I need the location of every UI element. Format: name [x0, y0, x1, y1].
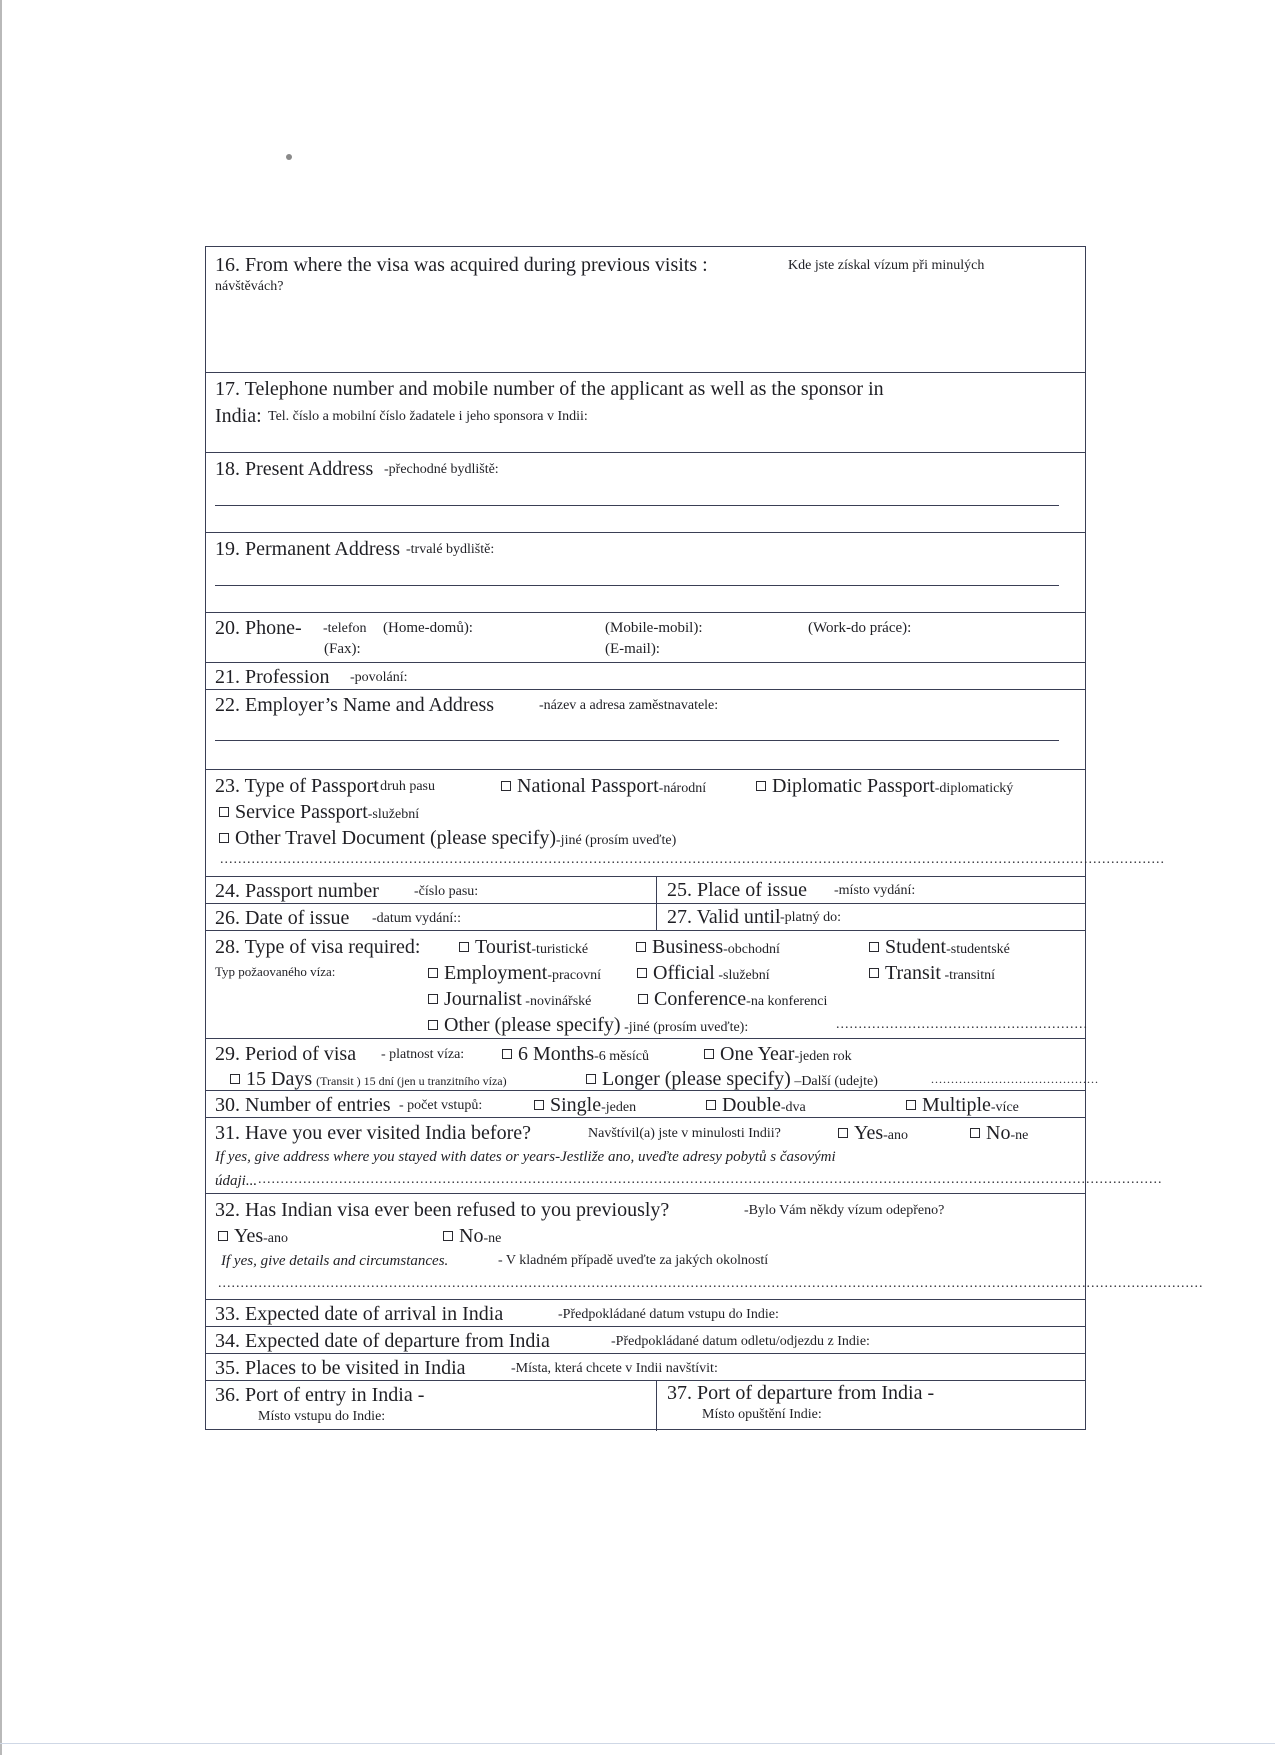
- q22-row: [206, 690, 1085, 770]
- q19-answer-line[interactable]: [215, 585, 1059, 586]
- q37-czech: Místo opuštění Indie:: [702, 1407, 822, 1422]
- q28-other-dotted-line[interactable]: ........................................................: [836, 1017, 1088, 1032]
- q30-option-double[interactable]: Double-dva: [706, 1095, 806, 1115]
- q36-cell: [206, 1381, 656, 1431]
- checkbox-icon[interactable]: [756, 781, 766, 791]
- q31-option-yes[interactable]: Yes-ano: [838, 1123, 908, 1143]
- q20-row: [206, 613, 1085, 663]
- q29-option-one-year[interactable]: One Year-jeden rok: [704, 1044, 852, 1064]
- q29-czech: - platnost víza:: [381, 1047, 465, 1062]
- q31-dotted-answer-line[interactable]: .........................................................................................................................................................................................................: [258, 1172, 1163, 1187]
- q25-czech: -místo vydání:: [834, 883, 916, 898]
- q23-row: [206, 770, 1165, 877]
- q23-label: 23. Type of Passport: [215, 775, 379, 797]
- q21-czech: -povolání:: [350, 670, 408, 685]
- q29-option-fifteen-days[interactable]: 15 Days (Transit ) 15 dní (jen u tranzitního víza): [230, 1069, 507, 1089]
- q16-row: [206, 247, 1085, 373]
- q16-label: 16. From where the visa was acquired during previous visits :: [215, 254, 708, 276]
- q30-czech: - počet vstupů:: [399, 1098, 483, 1113]
- q28-row: [206, 931, 1088, 1039]
- q28-option-official[interactable]: Official -služební: [637, 963, 770, 983]
- q27-czech: -platný do:: [780, 910, 842, 925]
- q17-czech: Tel. číslo a mobilní číslo žadatele i jeho sponsora v Indii:: [268, 409, 588, 424]
- q17-label-2: India:: [215, 405, 262, 427]
- q20-fax: (Fax):: [324, 641, 361, 657]
- q18-label: 18. Present Address: [215, 458, 374, 480]
- checkbox-icon[interactable]: [706, 1100, 716, 1110]
- checkbox-icon[interactable]: [502, 1049, 512, 1059]
- q16-czech-2: návštěvách?: [215, 279, 284, 294]
- checkbox-icon[interactable]: [638, 994, 648, 1004]
- checkbox-icon[interactable]: [586, 1074, 596, 1084]
- checkbox-icon[interactable]: [428, 968, 438, 978]
- q26-q27-row: [206, 904, 1085, 931]
- q20-email: (E-mail):: [605, 641, 660, 657]
- checkbox-icon[interactable]: [970, 1128, 980, 1138]
- q28-option-journalist[interactable]: Journalist -novinářské: [428, 989, 591, 1009]
- q31-option-no[interactable]: No-ne: [970, 1123, 1028, 1143]
- q19-row: [206, 533, 1085, 613]
- q23-option-service[interactable]: Service Passport-služební: [219, 802, 419, 822]
- q21-row: [206, 663, 1085, 690]
- q28-option-business[interactable]: Business-obchodní: [636, 937, 780, 957]
- q32-note-czech: - V kladném případě uveďte za jakých okolností: [498, 1253, 769, 1268]
- visa-application-form: [205, 246, 1204, 1430]
- q32-label: 32. Has Indian visa ever been refused to you previously?: [215, 1199, 670, 1221]
- checkbox-icon[interactable]: [636, 942, 646, 952]
- q32-row: [206, 1194, 1204, 1300]
- q23-option-diplomatic[interactable]: Diplomatic Passport-diplomatický: [756, 776, 1013, 796]
- q31-row: [206, 1118, 1163, 1194]
- q18-czech: -přechodné bydliště:: [384, 462, 499, 477]
- q27-label: 27. Valid until: [667, 906, 781, 928]
- checkbox-icon[interactable]: [230, 1074, 240, 1084]
- checkbox-icon[interactable]: [869, 942, 879, 952]
- q30-row: [206, 1091, 1085, 1118]
- q28-label: 28. Type of visa required:: [215, 936, 421, 958]
- checkbox-icon[interactable]: [443, 1231, 453, 1241]
- q24-label: 24. Passport number: [215, 880, 379, 902]
- q23-dotted-answer-line[interactable]: ..................................................................................................................................................................................................................: [220, 852, 1165, 867]
- checkbox-icon[interactable]: [534, 1100, 544, 1110]
- q34-label: 34. Expected date of departure from India: [215, 1330, 550, 1352]
- q23-czech: - druh pasu: [372, 779, 435, 794]
- q29-option-six-months[interactable]: 6 Months-6 měsíců: [502, 1044, 649, 1064]
- q28-czech: Typ požaovaného víza:: [215, 964, 336, 979]
- q29-longer-dotted-line[interactable]: ..........................................: [931, 1072, 1099, 1086]
- checkbox-icon[interactable]: [704, 1049, 714, 1059]
- q29-label: 29. Period of visa: [215, 1043, 357, 1065]
- q29-option-longer[interactable]: Longer (please specify) –Další (udejte): [586, 1069, 878, 1089]
- checkbox-icon[interactable]: [428, 994, 438, 1004]
- checkbox-icon[interactable]: [218, 1231, 228, 1241]
- checkbox-icon[interactable]: [459, 942, 469, 952]
- q31-label: 31. Have you ever visited India before?: [215, 1122, 531, 1144]
- q34-row: [206, 1327, 1085, 1354]
- q19-label: 19. Permanent Address: [215, 538, 400, 560]
- q35-row: [206, 1354, 1085, 1381]
- q22-answer-line[interactable]: [215, 740, 1059, 741]
- q24-cell: [206, 877, 656, 903]
- q24-q25-row: [206, 877, 1085, 904]
- q20-work: (Work-do práce):: [808, 620, 912, 636]
- q22-label: 22. Employer’s Name and Address: [215, 694, 495, 716]
- checkbox-icon[interactable]: [219, 833, 229, 843]
- checkbox-icon[interactable]: [906, 1100, 916, 1110]
- q32-option-yes[interactable]: Yes-ano: [218, 1226, 288, 1246]
- q31-czech: Navštívil(a) jste v minulosti Indii?: [588, 1126, 781, 1141]
- q28-option-conference[interactable]: Conference-na konferenci: [638, 989, 827, 1009]
- q31-note-2: údaji...: [215, 1173, 258, 1189]
- q18-answer-line[interactable]: [215, 505, 1059, 506]
- q36-q37-row: [206, 1381, 1085, 1431]
- q28-option-student[interactable]: Student-studentské: [869, 937, 1010, 957]
- checkbox-icon[interactable]: [428, 1020, 438, 1030]
- q34-czech: -Předpokládané datum odletu/odjezdu z Indie:: [611, 1334, 870, 1349]
- q37-cell: [656, 1381, 1085, 1431]
- q22-czech: -název a adresa zaměstnavatele:: [539, 698, 719, 713]
- q35-label: 35. Places to be visited in India: [215, 1357, 466, 1379]
- q29-row: [206, 1039, 1099, 1091]
- q31-note: If yes, give address where you stayed with dates or years-Jestliže ano, uveďte adresy pobytů s časovými: [215, 1149, 836, 1165]
- q32-note: If yes, give details and circumstances.: [221, 1253, 449, 1269]
- q28-option-employment[interactable]: Employment-pracovní: [428, 963, 601, 983]
- q33-row: [206, 1300, 1085, 1327]
- q36-czech: Místo vstupu do Indie:: [258, 1409, 386, 1424]
- q32-option-no[interactable]: No-ne: [443, 1226, 501, 1246]
- q20-czech: -telefon: [323, 621, 367, 636]
- scan-edge: [0, 0, 2, 1755]
- q16-czech: Kde jste získal vízum při minulých: [788, 258, 985, 273]
- q27-cell: [656, 904, 1085, 930]
- q28-option-other[interactable]: Other (please specify) -jiné (prosím uveďte):: [428, 1015, 748, 1035]
- q37-label: 37. Port of departure from India -: [667, 1382, 935, 1404]
- checkbox-icon[interactable]: [219, 807, 229, 817]
- q33-czech: -Předpokládané datum vstupu do Indie:: [558, 1307, 779, 1322]
- q25-cell: [656, 877, 1085, 903]
- q20-mobile: (Mobile-mobil):: [605, 620, 703, 636]
- q28-option-tourist[interactable]: Tourist-turistické: [459, 937, 588, 957]
- q33-label: 33. Expected date of arrival in India: [215, 1303, 504, 1325]
- scan-bottom-rule: [0, 1743, 1275, 1744]
- q25-label: 25. Place of issue: [667, 879, 807, 901]
- q20-home: (Home-domů):: [383, 620, 473, 636]
- q35-czech: -Místa, která chcete v Indii navštívit:: [511, 1361, 718, 1376]
- q30-option-multiple[interactable]: Multiple-více: [906, 1095, 1019, 1115]
- q26-label: 26. Date of issue: [215, 907, 350, 929]
- q28-option-transit[interactable]: Transit -transitní: [869, 963, 995, 983]
- q30-label: 30. Number of entries: [215, 1094, 391, 1116]
- q18-row: [206, 453, 1085, 533]
- q32-dotted-answer-line[interactable]: ...........................................................................................................................................................................................................................: [218, 1276, 1204, 1291]
- q32-czech: -Bylo Vám někdy vízum odepřeno?: [744, 1203, 945, 1218]
- q26-cell: [206, 904, 656, 930]
- q23-option-other[interactable]: Other Travel Document (please specify)-jiné (prosím uveďte): [219, 828, 676, 848]
- q21-label: 21. Profession: [215, 666, 330, 688]
- q17-row: [206, 373, 1085, 453]
- checkbox-icon[interactable]: [637, 968, 647, 978]
- q36-label: 36. Port of entry in India -: [215, 1384, 425, 1406]
- q20-label: 20. Phone-: [215, 617, 302, 639]
- checkbox-icon[interactable]: [501, 781, 511, 791]
- q24-czech: -číslo pasu:: [414, 884, 479, 899]
- q19-czech: -trvalé bydliště:: [406, 542, 495, 557]
- q23-option-national[interactable]: National Passport-národní: [501, 776, 706, 796]
- q30-option-single[interactable]: Single-jeden: [534, 1095, 636, 1115]
- scan-speck: [286, 154, 292, 160]
- checkbox-icon[interactable]: [838, 1128, 848, 1138]
- q17-label: 17. Telephone number and mobile number of the applicant as well as the sponsor in: [215, 378, 884, 400]
- checkbox-icon[interactable]: [869, 968, 879, 978]
- q26-czech: -datum vydání::: [372, 911, 462, 926]
